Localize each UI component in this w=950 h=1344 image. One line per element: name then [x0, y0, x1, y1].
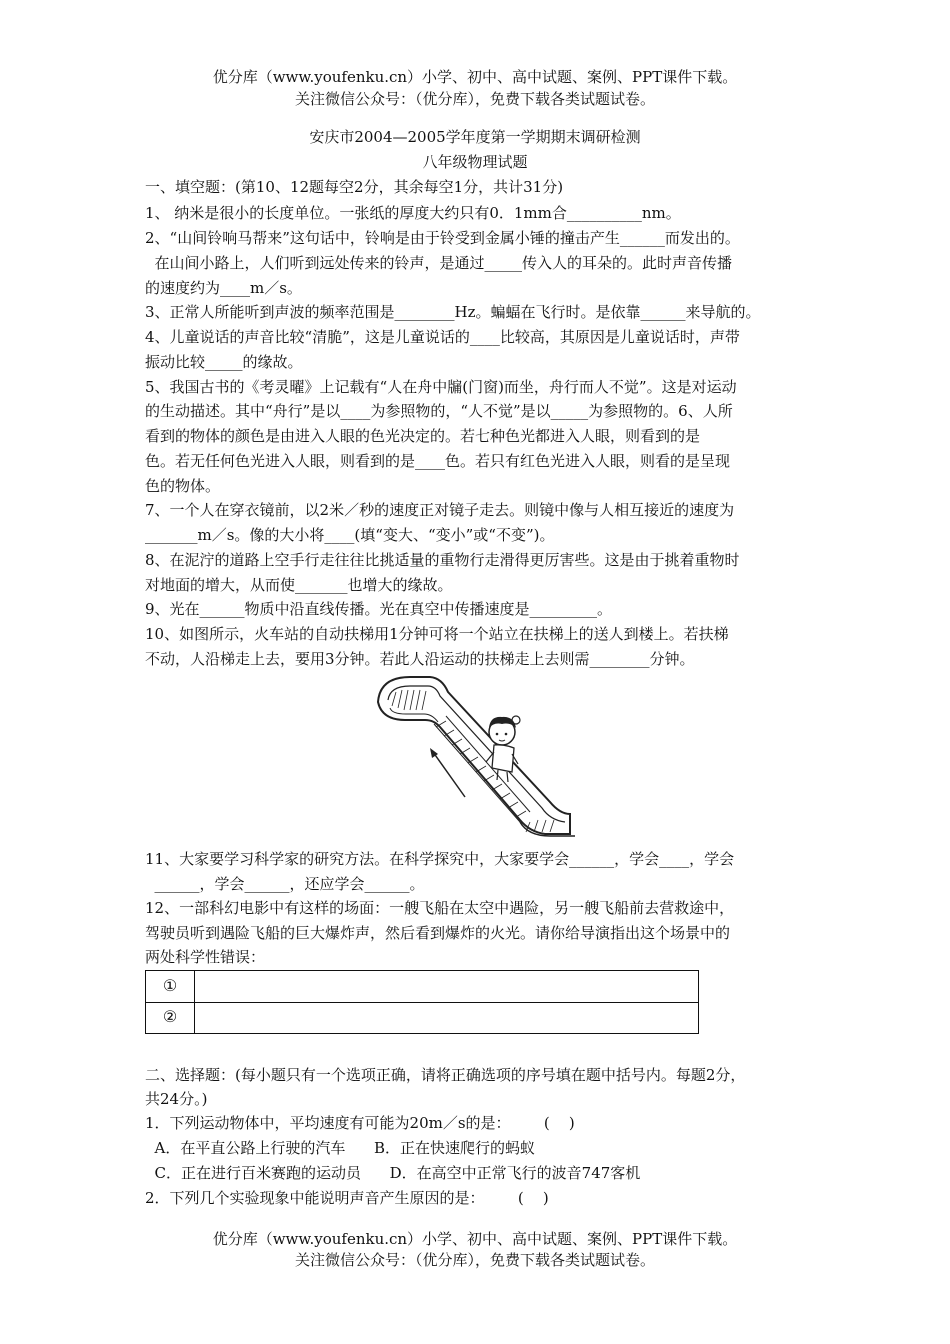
section1-heading: 一、填空题：(第10、12题每空2分，其余每空1分，共计31分)	[145, 178, 564, 196]
escalator-illustration	[370, 672, 580, 842]
footer-line-1: 优分库（www.youfenku.cn）小学、初中、高中试题、案例、PPT课件下载。	[212, 1230, 738, 1248]
question-7-line-1: 7、一个人在穿衣镜前，以2米／秒的速度正对镜子走去。则镜中像与人相互接近的速度为	[145, 501, 735, 519]
answer-row-2	[146, 1002, 698, 1033]
question-2-line-2: 在山间小路上，人们听到远处传来的铃声，是通过_____传入人的耳朵的。此时声音传播	[145, 254, 733, 272]
question-10-line-1: 10、如图所示，火车站的自动扶梯用1分钟可将一个站立在扶梯上的送人到楼上。若扶梯	[145, 625, 729, 643]
question-5-line-1: 5、我国古书的《考灵曜》上记载有“人在舟中牖(门窗)而坐，舟行而人不觉”。这是对运动	[145, 378, 737, 396]
question-9: 9、光在______物质中沿直线传播。光在真空中传播速度是_________。	[145, 600, 613, 618]
choice-question-1-options-cd: C．正在进行百米赛跑的运动员 D．在高空中正常飞行的波音747客机	[145, 1164, 641, 1182]
answer-table	[145, 970, 699, 1034]
question-7-line-2: _______m／s。像的大小将____(填“变大、“变小”或“不变”)。	[145, 526, 555, 544]
footer-line-2: 关注微信公众号：（优分库），免费下载各类试题试卷。	[294, 1251, 655, 1269]
exam-subtitle: 八年级物理试题	[422, 153, 528, 171]
question-2-line-3: 的速度约为____m／s。	[145, 279, 302, 297]
choice-question-2: 2．下列几个实验现象中能说明声音产生原因的是： ( )	[145, 1189, 549, 1207]
question-4-line-1: 4、儿童说话的声音比较“清脆”，这是儿童说话的____比较高，其原因是儿童说话时，声带	[145, 328, 740, 346]
question-6-line-3: 色的物体。	[145, 477, 221, 495]
question-3: 3、正常人所能听到声波的频率范围是________Hz。蝙蝠在飞行时。是依靠______来导航的。	[145, 303, 761, 321]
header-line-2: 关注微信公众号：（优分库），免费下载各类试题试卷。	[294, 90, 655, 108]
question-6-line-1: 看到的物体的颜色是由进入人眼的色光决定的。若七种色光都进入人眼，则看到的是	[145, 427, 701, 445]
question-8-line-2: 对地面的增大，从而使_______也增大的缘故。	[145, 576, 453, 594]
question-4-line-2: 振动比较_____的缘故。	[145, 353, 303, 371]
question-12-line-3: 两处科学性错误：	[145, 948, 266, 966]
question-8-line-1: 8、在泥泞的道路上空手行走往往比挑适量的重物行走滑得更厉害些。这是由于挑着重物时	[145, 551, 740, 569]
section2-heading-line-1: 二、选择题：(每小题只有一个选项正确，请将正确选项的序号填在题中括号内。每题2分，	[145, 1066, 746, 1084]
choice-question-1-options-ab: A．在平直公路上行驶的汽车 B．正在快速爬行的蚂蚁	[145, 1139, 536, 1157]
answer-row-2-number: ②	[146, 1002, 195, 1033]
question-12-line-1: 12、一部科幻电影中有这样的场面：一艘飞船在太空中遇险，另一艘飞船前去营救途中，	[145, 899, 735, 917]
question-2-line-1: 2、“山间铃响马帮来”这句话中，铃响是由于铃受到金属小锤的撞击产生______而发出的。	[145, 229, 740, 247]
question-10-line-2: 不动，人沿梯走上去，要用3分钟。若此人沿运动的扶梯走上去则需________分钟。	[145, 650, 695, 668]
header-line-1: 优分库（www.youfenku.cn）小学、初中、高中试题、案例、PPT课件下载。	[212, 68, 738, 86]
question-1: 1、 纳米是很小的长度单位。一张纸的厚度大约只有0．1mm合__________nm。	[145, 204, 681, 222]
question-12-line-2: 驾驶员听到遇险飞船的巨大爆炸声，然后看到爆炸的火光。请你给导演指出这个场景中的	[145, 924, 731, 942]
section2-heading-line-2: 共24分。)	[145, 1090, 208, 1108]
question-6-line-2: 色。若无任何色光进入人眼，则看到的是____色。若只有红色光进入人眼，则看的是呈现	[145, 452, 731, 470]
question-11-line-2: ______，学会______，还应学会______。	[145, 875, 425, 893]
answer-row-1-number: ①	[146, 971, 195, 1002]
question-11-line-1: 11、大家要学习科学家的研究方法。在科学探究中，大家要学会______，学会____，学会	[145, 850, 735, 868]
exam-title: 安庆市2004—2005学年度第一学期期末调研检测	[309, 128, 641, 146]
choice-question-1: 1．下列运动物体中，平均速度有可能为20m／s的是： ( )	[145, 1114, 575, 1132]
answer-row-1	[146, 971, 698, 1003]
question-5-line-2: 的生动描述。其中“舟行”是以____为参照物的，“人不觉”是以_____为参照物的。6、人所	[145, 402, 733, 420]
